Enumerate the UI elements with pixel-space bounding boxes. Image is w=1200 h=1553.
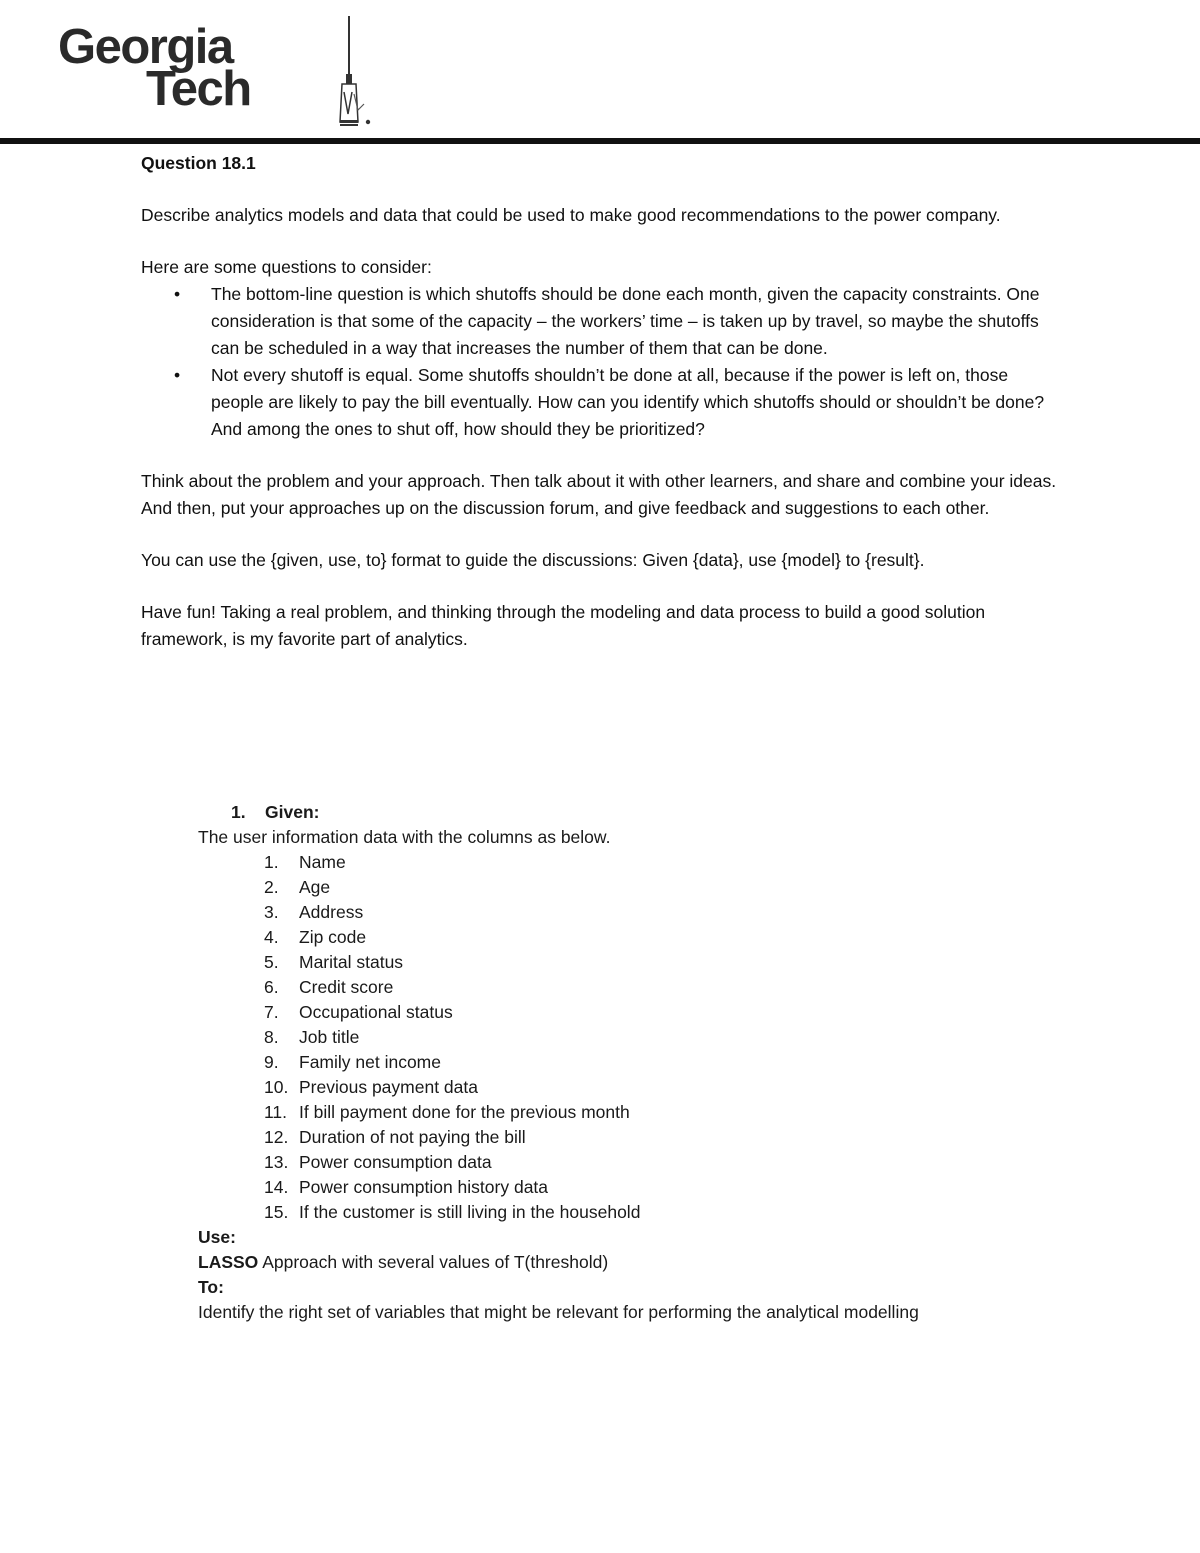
bullet-icon: • (174, 284, 181, 304)
item-number: 15. (264, 1202, 289, 1222)
bullet-icon: • (174, 365, 181, 385)
item-label: Name (299, 852, 346, 872)
list-item (198, 975, 1098, 1000)
questions-lead: Here are some questions to consider: (141, 257, 432, 277)
think-paragraph: Think about the problem and your approach. Then talk about it with other learners, and share and combine your ideas. And then, put your approaches up on the discussion forum, and give feedback and suggestions to each other. (141, 471, 1057, 518)
use-detail: Approach with several values of T(threshold) (258, 1252, 609, 1272)
fun-paragraph: Have fun! Taking a real problem, and thinking through the modeling and data process to build a good solution framework, is my favorite part of analytics. (141, 602, 986, 649)
item-number: 10. (264, 1077, 289, 1097)
list-item (198, 950, 1098, 975)
logo-line-1: Georgia (58, 20, 233, 74)
item-label: Power consumption data (299, 1152, 492, 1172)
item-number: 8. (264, 1027, 279, 1047)
item-label: Zip code (299, 927, 367, 947)
item-label: If the customer is still living in the household (299, 1202, 641, 1222)
list-item (198, 1150, 1098, 1175)
format-paragraph: You can use the {given, use, to} format to guide the discussions: Given {data}, use {model} to {result}. (141, 550, 925, 570)
column-list (198, 850, 1098, 1225)
question-title: Question 18.1 (141, 153, 256, 173)
item-number: 9. (264, 1052, 279, 1072)
consideration-list (141, 281, 1061, 443)
list-item (198, 900, 1098, 925)
item-label: Previous payment data (299, 1077, 478, 1097)
item-label: Address (299, 902, 364, 922)
item-number: 6. (264, 977, 279, 997)
tech-tower-icon (336, 14, 376, 128)
item-number: 3. (264, 902, 279, 922)
bullet-text: The bottom-line question is which shutoffs should be done each month, given the capacity constraints. One consideration is that some of the capacity – the workers’ time – is taken up by travel, so maybe the shutoffs can be scheduled in a way that increases the number of them that can be done. (211, 284, 1040, 358)
item-number: 11. (264, 1102, 288, 1122)
item-number: 5. (264, 952, 279, 972)
to-description: Identify the right set of variables that might be relevant for performing the analytical modelling (198, 1302, 919, 1322)
given-label: Given: (265, 802, 320, 822)
item-number: 13. (264, 1152, 289, 1172)
to-label: To: (198, 1277, 224, 1297)
list-item (198, 1175, 1098, 1200)
question-intro: Describe analytics models and data that could be used to make good recommendations to the power company. (141, 205, 1001, 225)
logo-line-2: Tech (146, 62, 251, 116)
item-label: Duration of not paying the bill (299, 1127, 526, 1147)
given-number: 1. (231, 802, 246, 822)
logo-wordmark (58, 20, 251, 116)
list-item (198, 1200, 1098, 1225)
item-label: Family net income (299, 1052, 441, 1072)
item-label: Job title (299, 1027, 360, 1047)
use-description (198, 1250, 1098, 1275)
list-item (141, 281, 1061, 362)
bullet-text: Not every shutoff is equal. Some shutoffs shouldn’t be done at all, because if the power is left on, those people are likely to pay the bill eventually. How can you identify which shutoffs should or shouldn’t be done? And among the ones to shut off, how should they be prioritized? (211, 365, 1045, 439)
item-number: 14. (264, 1177, 289, 1197)
question-section (141, 150, 1061, 653)
answer-section (198, 800, 1098, 1325)
given-description: The user information data with the columns as below. (198, 827, 611, 847)
item-label: If bill payment done for the previous month (299, 1102, 630, 1122)
list-item (198, 1075, 1098, 1100)
list-item (198, 875, 1098, 900)
item-number: 12. (264, 1127, 289, 1147)
item-label: Occupational status (299, 1002, 453, 1022)
item-label: Power consumption history data (299, 1177, 549, 1197)
item-label: Marital status (299, 952, 404, 972)
list-item (198, 1100, 1098, 1125)
list-item (198, 1050, 1098, 1075)
item-number: 1. (264, 852, 279, 872)
given-heading (198, 800, 1098, 825)
list-item (198, 1025, 1098, 1050)
list-item (198, 850, 1098, 875)
list-item (198, 1000, 1098, 1025)
use-label: Use: (198, 1227, 236, 1247)
list-item (198, 925, 1098, 950)
use-method: LASSO (198, 1252, 259, 1272)
header-divider (0, 138, 1200, 144)
list-item (198, 1125, 1098, 1150)
item-number: 4. (264, 927, 279, 947)
item-number: 7. (264, 1002, 279, 1022)
georgia-tech-logo (58, 14, 328, 128)
list-item (141, 362, 1061, 443)
item-number: 2. (264, 877, 279, 897)
item-label: Age (299, 877, 331, 897)
item-label: Credit score (299, 977, 394, 997)
